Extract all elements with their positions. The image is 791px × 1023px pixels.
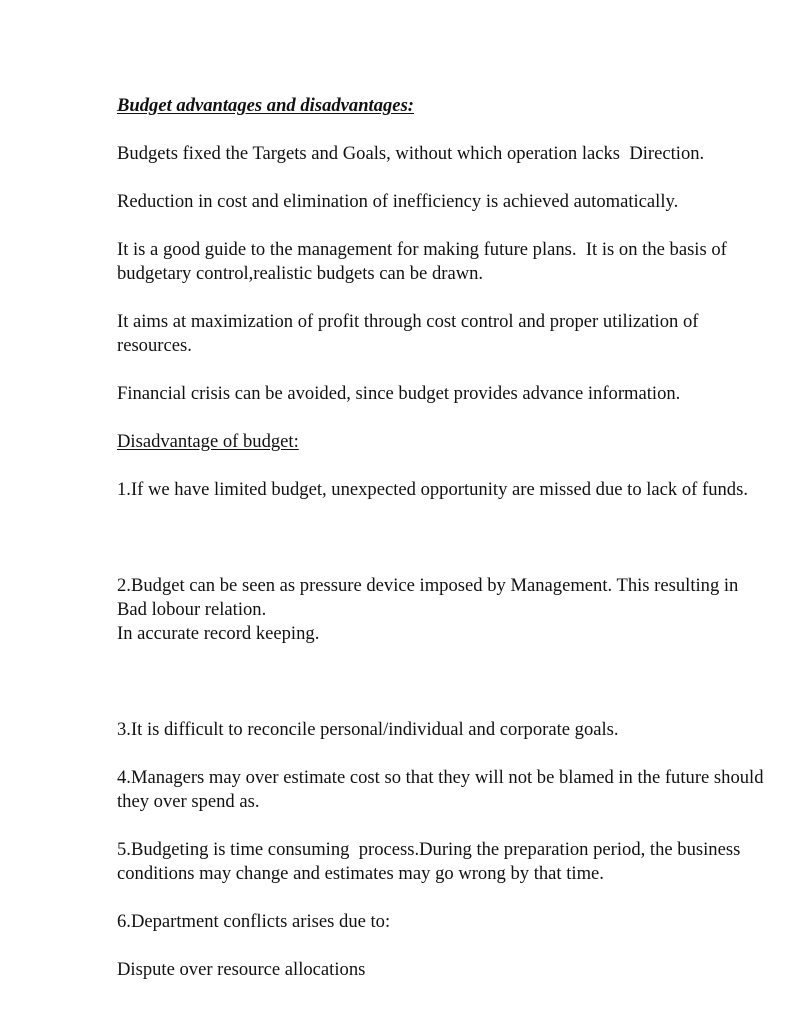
disadvantage-item-1: 1.If we have limited budget, unexpected opportunity are missed due to lack of funds. xyxy=(117,479,748,500)
disadvantage-item-2 xyxy=(117,526,777,694)
disadvantage-item-3: 3.It is difficult to reconcile personal/individual and corporate goals. xyxy=(117,719,619,740)
advantage-paragraph: It aims at maximization of profit through cost control and proper utilization of resources. xyxy=(117,311,704,356)
document-body xyxy=(117,94,777,1006)
disadvantage-item-2-line: Bad lobour relation. xyxy=(117,599,267,620)
advantage-paragraph: It is a good guide to the management for making future plans. It is on the basis of budgetary control,realistic budgets can be drawn. xyxy=(117,239,732,284)
disadvantage-item-6-detail: Dispute over resource allocations xyxy=(117,959,366,980)
disadvantages-heading-text: Disadvantage of budget: xyxy=(117,431,299,452)
disadvantage-item-4: 4.Managers may over estimate cost so that they will not be blamed in the future should they over spend as. xyxy=(117,767,769,812)
disadvantage-item-5: 5.Budgeting is time consuming process.During the preparation period, the business conditions may change and estimates may go wrong by that time. xyxy=(117,839,745,884)
advantage-paragraph: Reduction in cost and elimination of inefficiency is achieved automatically. xyxy=(117,191,679,212)
disadvantage-item-6: 6.Department conflicts arises due to: xyxy=(117,911,391,932)
disadvantage-item-2-line: In accurate record keeping. xyxy=(117,623,320,644)
advantage-paragraph: Financial crisis can be avoided, since budget provides advance information. xyxy=(117,383,681,404)
document-title: Budget advantages and disadvantages: xyxy=(117,95,414,116)
disadvantage-item-2-line: 2.Budget can be seen as pressure device imposed by Management. This resulting in xyxy=(117,575,739,596)
disadvantages-heading xyxy=(117,430,777,454)
advantage-paragraph: Budgets fixed the Targets and Goals, without which operation lacks Direction. xyxy=(117,143,705,164)
